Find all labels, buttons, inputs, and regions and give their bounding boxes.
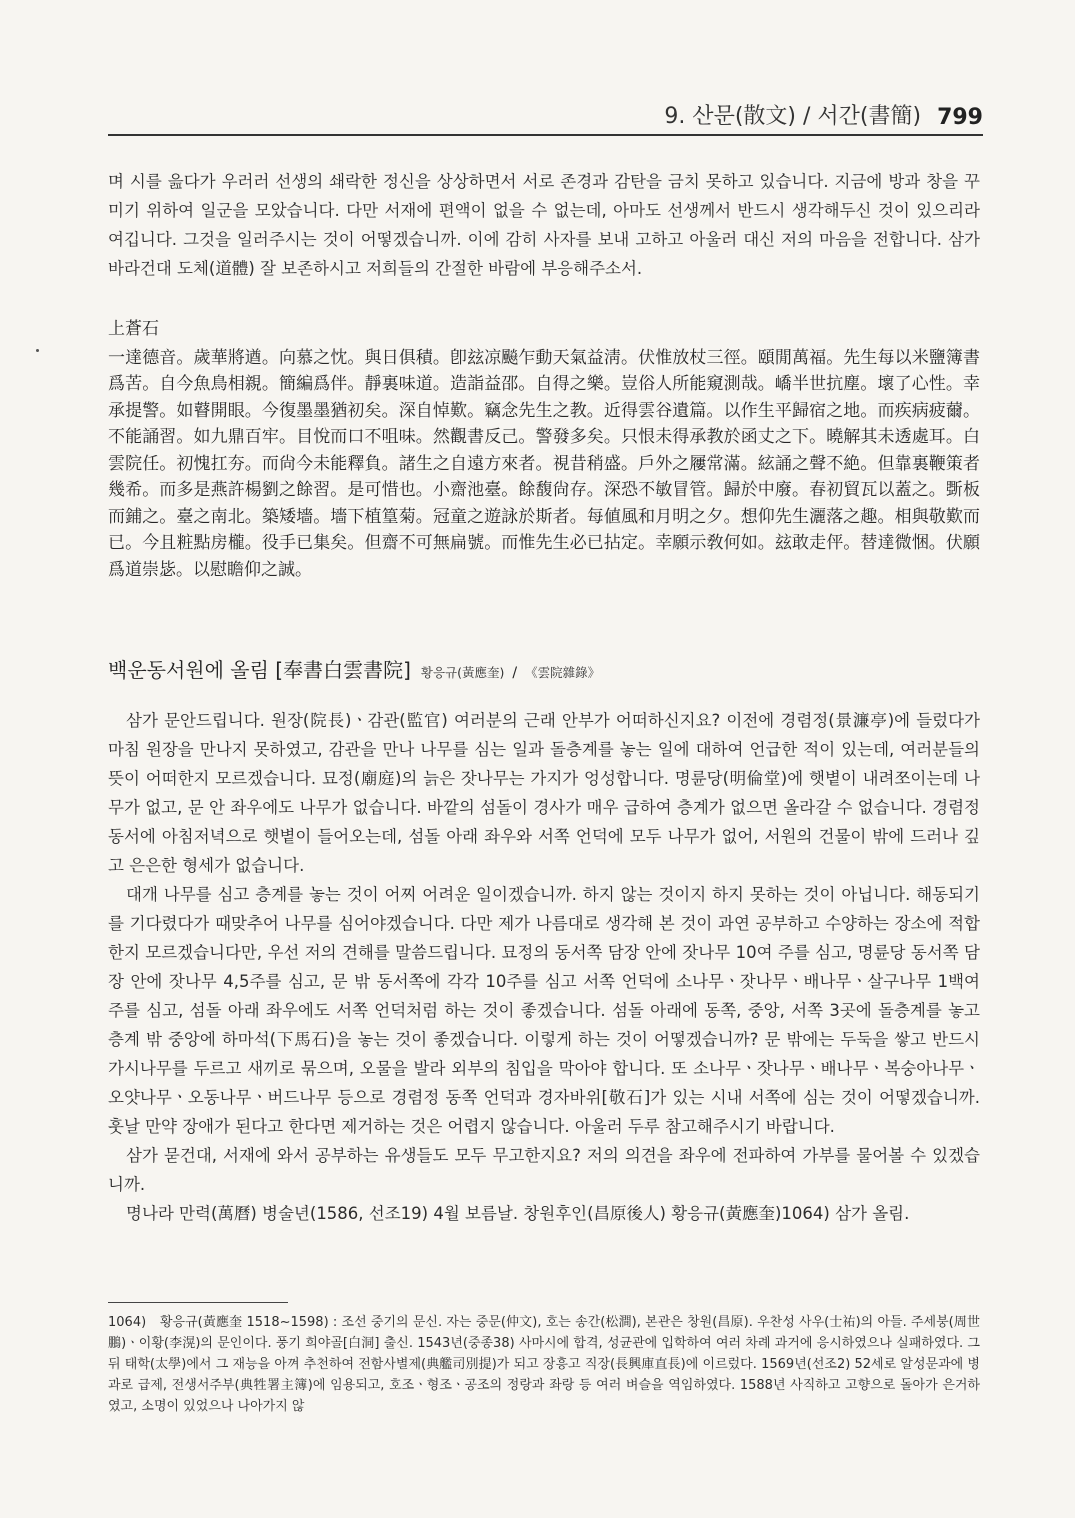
letter-paragraph-3: 삼가 묻건대, 서재에 와서 공부하는 유생들도 모두 무고한지요? 저의 의견을 좌우에 전파하여 가부를 물어볼 수 있겠습니까. bbox=[108, 1146, 980, 1194]
margin-dot bbox=[36, 349, 39, 352]
letter-text bbox=[108, 706, 980, 1228]
section-title bbox=[108, 654, 980, 683]
page-number: 799 bbox=[937, 105, 983, 130]
footnote-divider bbox=[108, 1302, 288, 1303]
running-header bbox=[108, 96, 983, 136]
classical-text: 一達德音。歲華將遒。向慕之忱。與日俱積。卽玆凉飈乍動天氣益淸。伏惟放杖三徑。頤閒萬福。先生每以米鹽簿書爲苦。自今魚鳥相親。簡編爲伴。靜裏味道。造詣益邵。自得之樂。豈俗人所能窺測哉。嶠半世抗塵。壞了心性。幸承提警。如瞽開眼。今復墨墨猶初矣。深自悼歎。竊念先生之教。近得雲谷遺篇。以作生平歸宿之地。而疾病疲薾。不能誦習。如九鼎百牢。目悅而口不咀味。然觀書反己。警發多矣。只恨未得承教於函丈之下。曉解其未透處耳。白雲院任。初愧扛夯。而尙今未能釋負。諸生之自遠方來者。視昔稍盛。戶外之屨常滿。絃誦之聲不絶。但靠裏鞭策者幾希。而多是燕許楊劉之餘習。是可惜也。小齋池臺。餘馥尙存。深恐不敏冒管。歸於中廢。春初貿瓦以蓋之。斲板而鋪之。臺之南北。築矮墻。墻下植篁菊。冠童之遊詠於斯者。每値風和月明之夕。想仰先生灑落之趣。相與敬歎而已。今且粧點房櫳。役手已集矣。但齋不可無扁號。而惟先生必已拈定。幸願示敎何如。玆敢走伻。替達微悃。伏願爲道崇毖。以慰瞻仰之誠。 bbox=[108, 347, 980, 580]
section-source: 《雲院雜錄》 bbox=[525, 665, 601, 680]
footnote bbox=[108, 1312, 980, 1417]
intro-paragraph: 며 시를 읊다가 우러러 선생의 쇄락한 정신을 상상하면서 서로 존경과 감탄을 금치 못하고 있습니다. 지금에 방과 창을 꾸미기 위하여 일군을 모았습니다. 다만 서재에 편액이 없을 수 없는데, 아마도 선생께서 반드시 생각해두신 것이 있으리라 여깁니다. 그것을 일러주시는 것이 어떻겠습니까. 이에 감히 사자를 보내 고하고 아울러 대신 저의 마음을 전합니다. 삼가 바라건대 도체(道體) 잘 보존하시고 저희들의 간절한 바람에 부응해주소서. bbox=[108, 172, 980, 278]
letter-paragraph-1: 삼가 문안드립니다. 원장(院長)ㆍ감관(監官) 여러분의 근래 안부가 어떠하신지요? 이전에 경렴정(景濂亭)에 들렀다가 마침 원장을 만나지 못하였고, 감관을 만나 나무를 심는 일과 돌층계를 놓는 일에 대하여 언급한 적이 있는데, 여러분들의 뜻이 어떠한지 모르겠습니다. 묘정(廟庭)의 늙은 잣나무는 가지가 엉성합니다. 명륜당(明倫堂)에 햇볕이 내려쪼이는데 나무가 없고, 문 안 좌우에도 나무가 없습니다. 바깥의 섬돌이 경사가 매우 급하여 층계가 없으면 올라갈 수 없습니다. 경렴정 동서에 아침저녁으로 햇볕이 들어오는데, 섬돌 아래 좌우와 서쪽 언덕에 모두 나무가 없어, 서원의 건물이 밖에 드러나 깊고 은은한 형세가 없습니다. bbox=[108, 711, 980, 875]
intro-text bbox=[108, 167, 980, 283]
section-separator: / bbox=[512, 665, 518, 681]
classical-letter bbox=[108, 316, 980, 583]
letter-paragraph-4: 명나라 만력(萬曆) 병술년(1586, 선조19) 4월 보름날. 창원후인(昌原後人) 황응규(黃應奎)1064) 삼가 올림. bbox=[126, 1204, 910, 1223]
footnote-text: 황응규(黃應奎 1518~1598) : 조선 중기의 문신. 자는 중문(仲文), 호는 송간(松澗), 본관은 창원(昌原). 우찬성 사우(士祐)의 아들. 주세붕(周世鵬)ㆍ이황(李滉)의 문인이다. 풍기 희야골[白洞] 출신. 1543년(중종38) 사마시에 합격, 성균관에 입학하여 여러 차례 과거에 응시하였으나 실패하였다. 그 뒤 태학(太學)에서 그 재능을 아껴 추천하여 전함사별제(典艦司別提)가 되고 장흥고 직장(長興庫直長)에 이르렀다. 1569년(선조2) 52세로 알성문과에 병과로 급제, 전생서주부(典牲署主簿)에 임용되고, 호조ㆍ형조ㆍ공조의 정랑과 좌랑 등 여러 벼슬을 역임하였다. 1588년 사직하고 고향으로 돌아가 은거하였고, 소명이 있었으나 나아가지 않 bbox=[108, 1315, 980, 1414]
section-author: 황응규(黃應奎) bbox=[420, 665, 505, 680]
chapter-title: 9. 산문(散文) / 서간(書簡) bbox=[664, 104, 922, 129]
footnote-number: 1064) bbox=[108, 1315, 147, 1330]
section-heading: 백운동서원에 올림 [奉書白雲書院] bbox=[108, 658, 411, 682]
letter-paragraph-2: 대개 나무를 심고 층계를 놓는 것이 어찌 어려운 일이겠습니까. 하지 않는 것이지 하지 못하는 것이 아닙니다. 해동되기를 기다렸다가 때맞추어 나무를 심어야겠습니다. 다만 제가 나름대로 생각해 본 것이 과연 공부하고 수양하는 장소에 적합한지 모르겠습니다만, 우선 저의 견해를 말씀드립니다. 묘정의 동서쪽 담장 안에 잣나무 10여 주를 심고, 명륜당 동서쪽 담장 안에 잣나무 4,5주를 심고, 문 밖 동서쪽에 각각 10주를 심고 서쪽 언덕에 소나무ㆍ잣나무ㆍ배나무ㆍ살구나무 1백여 주를 심고, 섬돌 아래 좌우에도 서쪽 언덕처럼 하는 것이 좋겠습니다. 섬돌 아래에 동쪽, 중앙, 서쪽 3곳에 돌층계를 놓고 층계 밖 중앙에 하마석(下馬石)을 놓는 것이 좋겠습니다. 이렇게 하는 것이 어떻겠습니까? 문 밖에는 두둑을 쌓고 반드시 가시나무를 두르고 새끼로 묶으며, 오물을 발라 외부의 침입을 막아야 합니다. 또 소나무ㆍ잣나무ㆍ배나무ㆍ복숭아나무ㆍ오얏나무ㆍ오동나무ㆍ버드나무 등으로 경렴정 동쪽 언덕과 경자바위[敬石]가 있는 시내 서쪽에 심는 것이 어떻겠습니까. 훗날 만약 장애가 된다고 한다면 제거하는 것은 어렵지 않습니다. 아울러 두루 참고해주시기 바랍니다. bbox=[108, 885, 980, 1136]
classical-heading: 上蒼石 bbox=[108, 319, 159, 339]
